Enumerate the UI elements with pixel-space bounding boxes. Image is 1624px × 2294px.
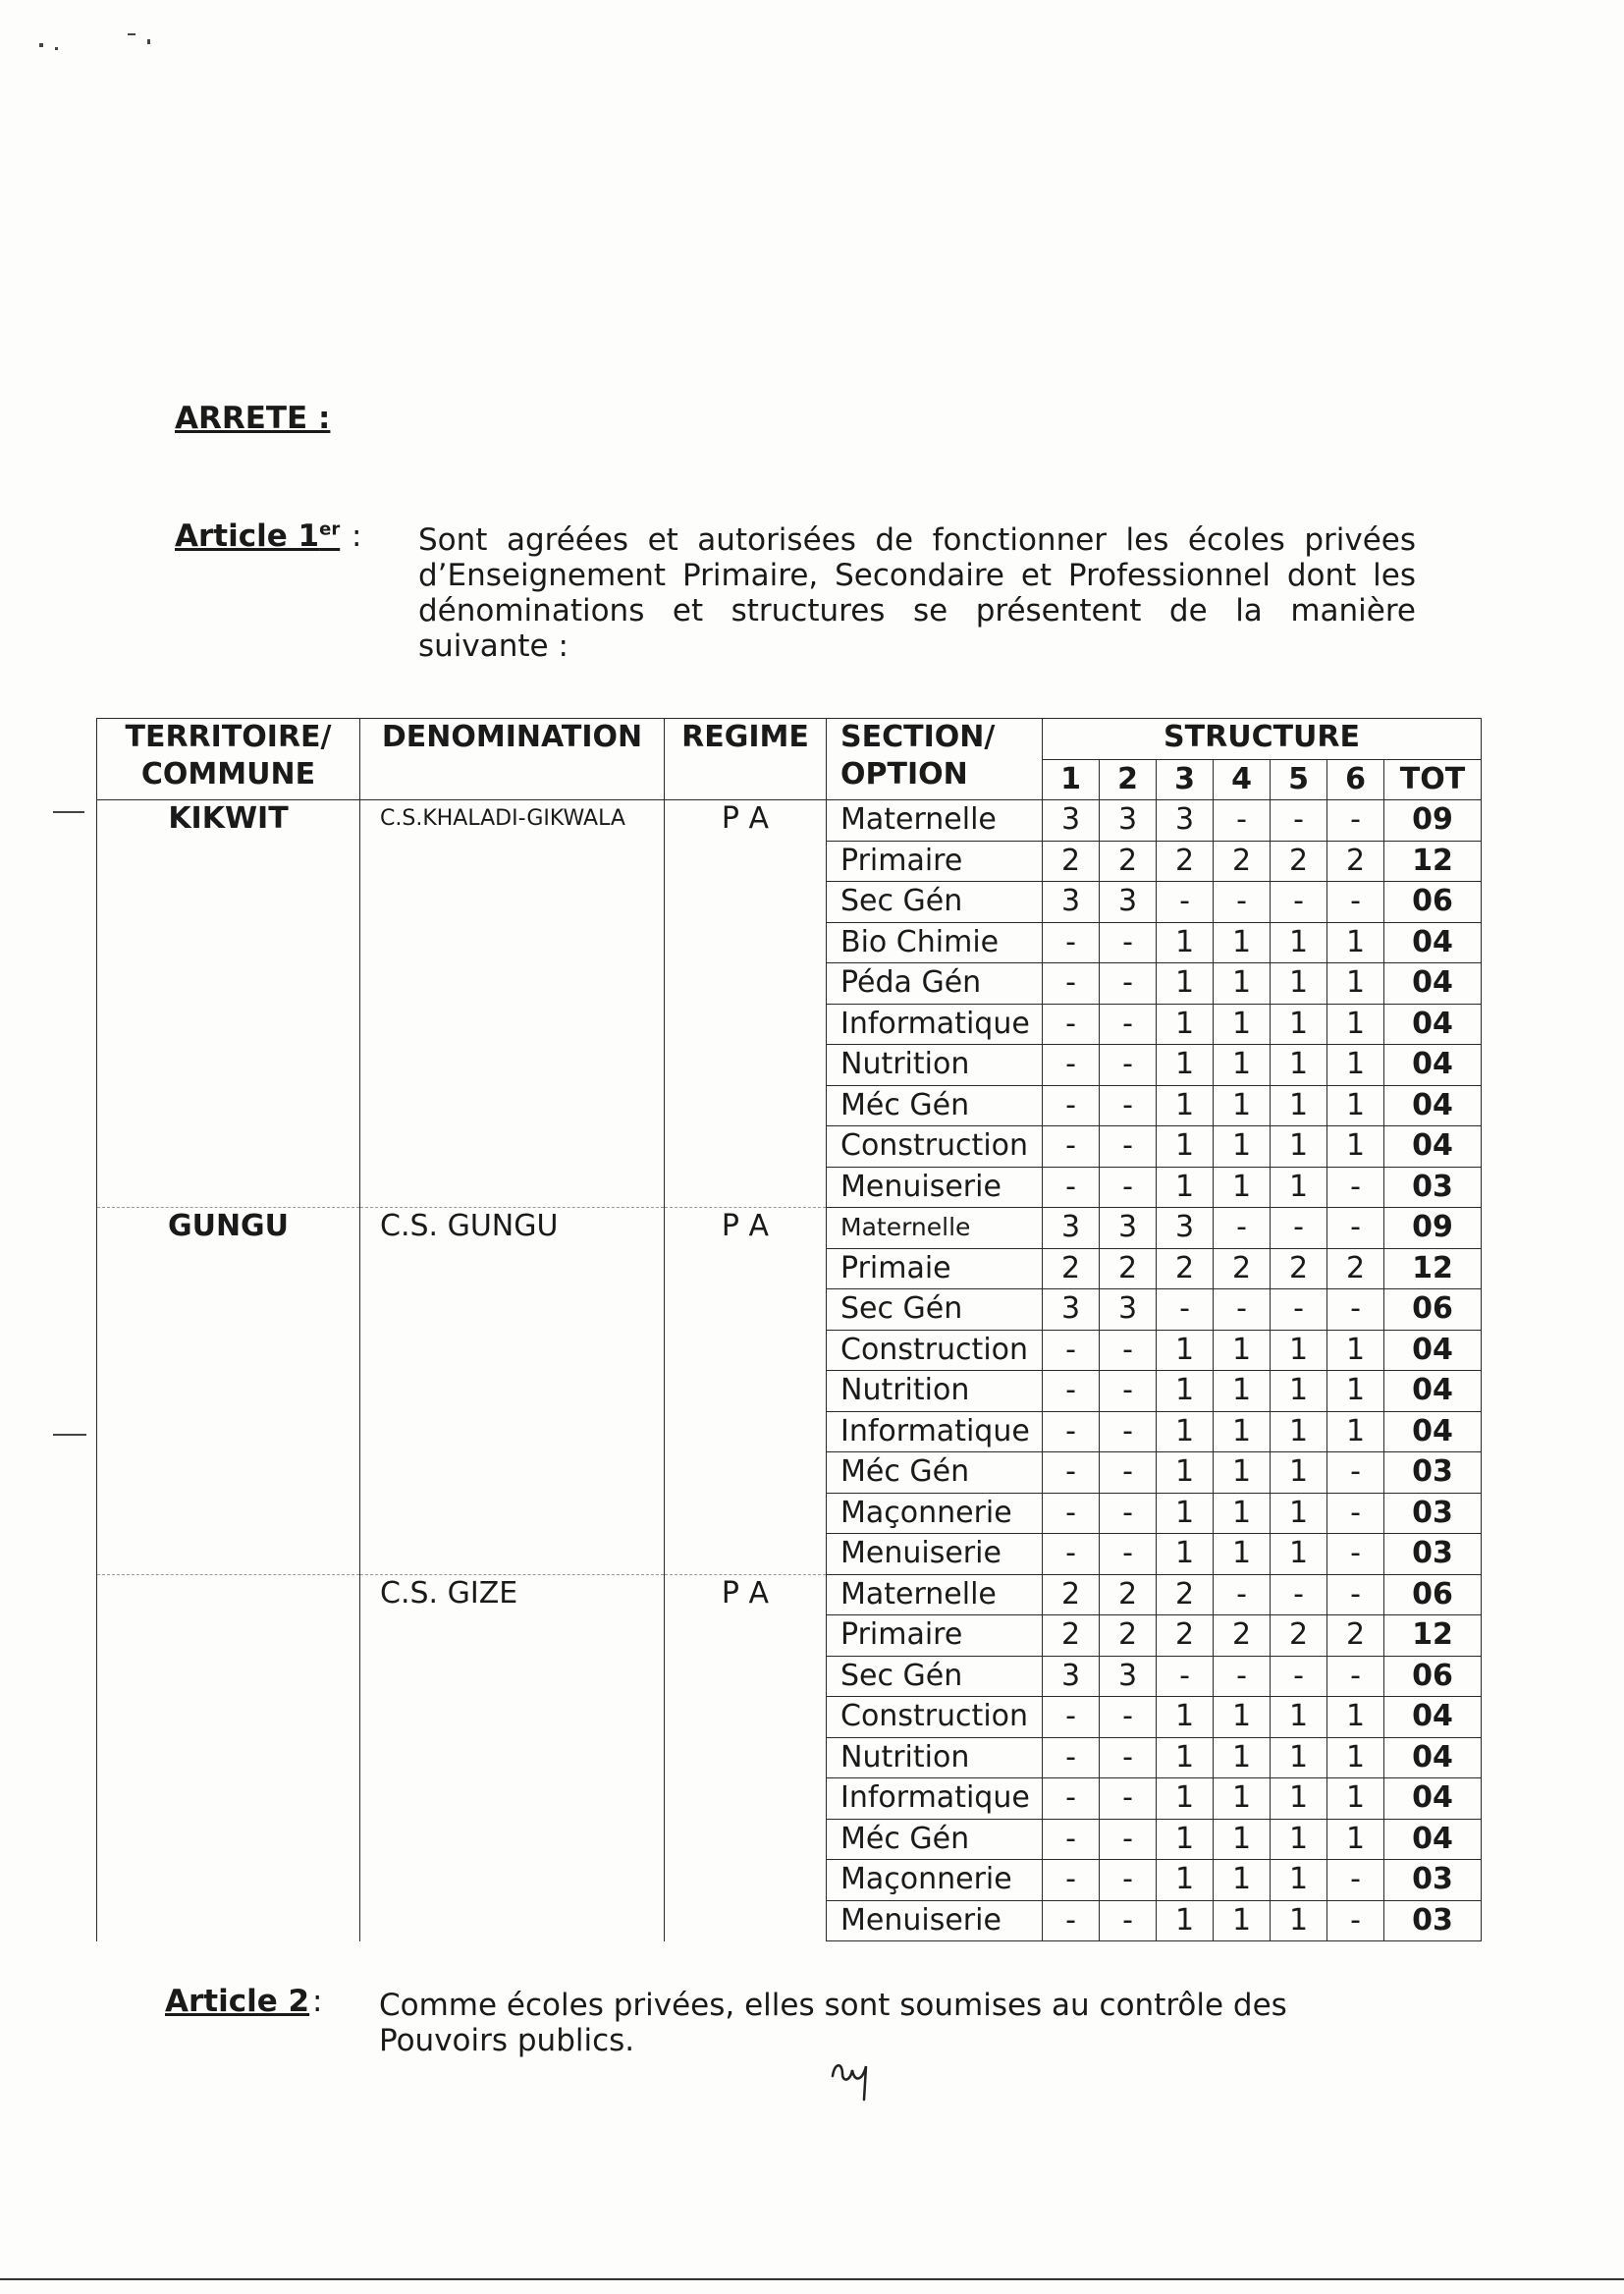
cell-year-5: 1 (1271, 963, 1327, 1005)
cell-year-1: 3 (1043, 800, 1100, 842)
header-col-2: 2 (1100, 759, 1157, 800)
cell-year-1: - (1043, 1330, 1100, 1371)
cell-year-4: - (1214, 1656, 1271, 1697)
article-1-label-sup: er (319, 519, 341, 540)
cell-year-6: 1 (1327, 1371, 1384, 1412)
header-denomination: DENOMINATION (360, 719, 665, 800)
cell-year-3: - (1157, 1656, 1214, 1697)
cell-year-3: 1 (1157, 1697, 1214, 1738)
cell-year-2: - (1100, 1411, 1157, 1452)
cell-option: Maçonnerie (827, 1493, 1043, 1534)
cell-year-6: - (1327, 1860, 1384, 1901)
cell-option: Menuiserie (827, 1534, 1043, 1575)
article-2-text: Comme écoles privées, elles sont soumises au contrôle des Pouvoirs publics. (379, 1988, 1287, 2058)
cell-territoire (97, 1574, 360, 1941)
cell-year-4: - (1214, 1289, 1271, 1331)
cell-total: 04 (1384, 1737, 1482, 1778)
table-row (97, 1574, 1482, 1615)
margin-mark (53, 1434, 86, 1436)
cell-year-5: 1 (1271, 1493, 1327, 1534)
cell-year-6: 1 (1327, 1126, 1384, 1168)
cell-year-5: 1 (1271, 922, 1327, 963)
cell-year-2: - (1100, 1778, 1157, 1820)
cell-year-2: 3 (1100, 1656, 1157, 1697)
cell-year-3: 1 (1157, 1493, 1214, 1534)
cell-year-3: 2 (1157, 1248, 1214, 1289)
cell-year-6: 1 (1327, 1819, 1384, 1860)
cell-year-3: 1 (1157, 1534, 1214, 1575)
cell-year-1: - (1043, 1860, 1100, 1901)
table-row (97, 800, 1482, 842)
cell-year-4: 1 (1214, 1045, 1271, 1086)
cell-year-5: 1 (1271, 1778, 1327, 1820)
cell-total: 04 (1384, 1330, 1482, 1371)
cell-option: Maternelle (827, 1208, 1043, 1249)
cell-year-2: - (1100, 1737, 1157, 1778)
cell-year-5: 1 (1271, 1411, 1327, 1452)
cell-year-6: 1 (1327, 963, 1384, 1005)
cell-year-2: - (1100, 1534, 1157, 1575)
header-col-4: 4 (1214, 759, 1271, 800)
cell-regime: P A (665, 1574, 827, 1941)
cell-year-4: 1 (1214, 1167, 1271, 1208)
cell-year-2: - (1100, 922, 1157, 963)
cell-year-1: - (1043, 1004, 1100, 1045)
cell-year-3: 1 (1157, 1045, 1214, 1086)
cell-year-1: - (1043, 1778, 1100, 1820)
cell-year-5: 1 (1271, 1860, 1327, 1901)
cell-option: Informatique (827, 1004, 1043, 1045)
cell-year-5: 1 (1271, 1534, 1327, 1575)
article-2-label: Article 2 (165, 1984, 310, 2019)
header-col-3: 3 (1157, 759, 1214, 800)
cell-year-4: 1 (1214, 1737, 1271, 1778)
cell-total: 03 (1384, 1860, 1482, 1901)
table-row (97, 1208, 1482, 1249)
cell-year-2: - (1100, 1004, 1157, 1045)
cell-total: 03 (1384, 1493, 1482, 1534)
cell-year-4: 1 (1214, 1411, 1271, 1452)
cell-year-5: 1 (1271, 1330, 1327, 1371)
cell-year-3: - (1157, 1289, 1214, 1331)
cell-total: 04 (1384, 1697, 1482, 1738)
scan-speck (39, 43, 43, 47)
cell-year-4: - (1214, 882, 1271, 923)
cell-option: Informatique (827, 1411, 1043, 1452)
cell-year-2: - (1100, 1371, 1157, 1412)
cell-year-1: 2 (1043, 1248, 1100, 1289)
cell-option: Méc Gén (827, 1452, 1043, 1494)
cell-year-3: 1 (1157, 1819, 1214, 1860)
cell-year-6: - (1327, 1574, 1384, 1615)
cell-option: Sec Gén (827, 882, 1043, 923)
handwritten-initials (825, 2048, 884, 2107)
cell-year-3: 1 (1157, 1126, 1214, 1168)
cell-year-5: 1 (1271, 1004, 1327, 1045)
cell-year-4: 1 (1214, 1534, 1271, 1575)
cell-year-3: 3 (1157, 800, 1214, 842)
cell-year-3: 1 (1157, 1860, 1214, 1901)
cell-year-2: - (1100, 1697, 1157, 1738)
cell-total: 03 (1384, 1534, 1482, 1575)
cell-regime: P A (665, 800, 827, 1208)
header-col-6: 6 (1327, 759, 1384, 800)
cell-year-2: - (1100, 1860, 1157, 1901)
cell-year-6: - (1327, 800, 1384, 842)
cell-total: 12 (1384, 1615, 1482, 1657)
cell-year-6: - (1327, 1900, 1384, 1941)
cell-total: 09 (1384, 800, 1482, 842)
cell-year-2: 2 (1100, 1248, 1157, 1289)
cell-year-6: 1 (1327, 1697, 1384, 1738)
cell-year-4: 1 (1214, 1493, 1271, 1534)
cell-option: Menuiserie (827, 1900, 1043, 1941)
cell-year-5: - (1271, 1574, 1327, 1615)
cell-year-2: 3 (1100, 800, 1157, 842)
cell-year-3: 2 (1157, 1615, 1214, 1657)
cell-year-1: - (1043, 963, 1100, 1005)
cell-year-2: - (1100, 1452, 1157, 1494)
cell-total: 04 (1384, 1778, 1482, 1820)
cell-year-6: - (1327, 882, 1384, 923)
cell-option: Informatique (827, 1778, 1043, 1820)
cell-year-5: 1 (1271, 1452, 1327, 1494)
scan-speck (147, 39, 150, 44)
cell-year-1: - (1043, 1411, 1100, 1452)
cell-year-1: - (1043, 1167, 1100, 1208)
cell-year-6: - (1327, 1289, 1384, 1331)
header-col-tot: TOT (1384, 759, 1482, 800)
cell-territoire: GUNGU (97, 1208, 360, 1575)
cell-year-3: 1 (1157, 1737, 1214, 1778)
cell-year-6: 2 (1327, 1248, 1384, 1289)
cell-year-6: 1 (1327, 1004, 1384, 1045)
cell-total: 06 (1384, 1289, 1482, 1331)
cell-total: 04 (1384, 1045, 1482, 1086)
cell-option: Primaire (827, 1615, 1043, 1657)
cell-year-6: - (1327, 1208, 1384, 1249)
cell-year-6: - (1327, 1534, 1384, 1575)
cell-total: 03 (1384, 1900, 1482, 1941)
article-2-colon: : (312, 1984, 323, 2019)
cell-year-4: 1 (1214, 1452, 1271, 1494)
cell-year-4: - (1214, 800, 1271, 842)
cell-year-4: 1 (1214, 1371, 1271, 1412)
cell-year-4: 1 (1214, 1085, 1271, 1126)
cell-year-4: 1 (1214, 1004, 1271, 1045)
cell-total: 03 (1384, 1452, 1482, 1494)
cell-year-4: 2 (1214, 841, 1271, 882)
cell-total: 09 (1384, 1208, 1482, 1249)
cell-total: 04 (1384, 1411, 1482, 1452)
cell-option: Sec Gén (827, 1656, 1043, 1697)
cell-year-6: 1 (1327, 1411, 1384, 1452)
cell-total: 06 (1384, 1574, 1482, 1615)
cell-year-1: 2 (1043, 841, 1100, 882)
cell-year-4: 1 (1214, 1860, 1271, 1901)
cell-year-1: - (1043, 1371, 1100, 1412)
cell-total: 04 (1384, 1126, 1482, 1168)
cell-total: 04 (1384, 1004, 1482, 1045)
cell-year-2: 2 (1100, 1574, 1157, 1615)
cell-total: 04 (1384, 922, 1482, 963)
cell-denomination: C.S.KHALADI-GIKWALA (360, 800, 665, 1208)
cell-option: Nutrition (827, 1737, 1043, 1778)
cell-year-5: - (1271, 1656, 1327, 1697)
cell-year-2: 2 (1100, 1615, 1157, 1657)
cell-year-1: - (1043, 1737, 1100, 1778)
cell-year-3: 2 (1157, 1574, 1214, 1615)
cell-year-3: 1 (1157, 922, 1214, 963)
article-1-label-main: Article 1 (175, 519, 320, 554)
article-1-label (175, 519, 340, 554)
cell-year-6: - (1327, 1452, 1384, 1494)
cell-year-2: 3 (1100, 882, 1157, 923)
cell-denomination: C.S. GUNGU (360, 1208, 665, 1575)
cell-year-2: - (1100, 1900, 1157, 1941)
cell-option: Sec Gén (827, 1289, 1043, 1331)
cell-year-5: 1 (1271, 1167, 1327, 1208)
cell-total: 04 (1384, 1371, 1482, 1412)
cell-year-6: - (1327, 1167, 1384, 1208)
cell-year-1: - (1043, 1085, 1100, 1126)
cell-year-1: - (1043, 1819, 1100, 1860)
cell-year-5: 2 (1271, 841, 1327, 882)
structure-table (96, 718, 1482, 1941)
cell-year-1: - (1043, 1697, 1100, 1738)
cell-year-6: 2 (1327, 841, 1384, 882)
cell-year-3: 1 (1157, 1330, 1214, 1371)
cell-year-3: 1 (1157, 1900, 1214, 1941)
cell-year-1: - (1043, 1045, 1100, 1086)
cell-year-2: - (1100, 1126, 1157, 1168)
cell-total: 04 (1384, 1819, 1482, 1860)
cell-year-1: 3 (1043, 1208, 1100, 1249)
cell-year-5: - (1271, 882, 1327, 923)
cell-year-6: 1 (1327, 922, 1384, 963)
cell-year-1: 2 (1043, 1615, 1100, 1657)
cell-year-1: 3 (1043, 882, 1100, 923)
cell-year-4: 1 (1214, 1330, 1271, 1371)
cell-option: Construction (827, 1697, 1043, 1738)
article-1-text: Sont agréées et autorisées de fonctionner les écoles privées d’Enseignement Primaire, Secondaire et Professionnel dont les dénominations et structures se présentent de la manière suivante : (418, 522, 1416, 664)
cell-year-3: 1 (1157, 1004, 1214, 1045)
cell-option: Nutrition (827, 1371, 1043, 1412)
cell-year-4: 1 (1214, 922, 1271, 963)
cell-year-4: - (1214, 1574, 1271, 1615)
cell-year-2: 3 (1100, 1208, 1157, 1249)
header-col-5: 5 (1271, 759, 1327, 800)
cell-year-4: 1 (1214, 1900, 1271, 1941)
cell-year-3: 1 (1157, 1167, 1214, 1208)
cell-total: 12 (1384, 841, 1482, 882)
cell-year-2: 3 (1100, 1289, 1157, 1331)
cell-year-4: 2 (1214, 1248, 1271, 1289)
scan-speck (128, 33, 135, 35)
heading-arrete: ARRETE : (175, 401, 331, 436)
cell-year-6: - (1327, 1493, 1384, 1534)
cell-year-4: 1 (1214, 1819, 1271, 1860)
cell-year-6: 1 (1327, 1330, 1384, 1371)
cell-year-5: - (1271, 800, 1327, 842)
cell-option: Maternelle (827, 1574, 1043, 1615)
cell-option: Péda Gén (827, 963, 1043, 1005)
cell-total: 06 (1384, 882, 1482, 923)
cell-year-5: 1 (1271, 1900, 1327, 1941)
cell-year-3: 3 (1157, 1208, 1214, 1249)
cell-year-3: 1 (1157, 1452, 1214, 1494)
cell-year-1: 2 (1043, 1574, 1100, 1615)
article-1-colon: : (352, 519, 362, 554)
cell-year-5: 2 (1271, 1248, 1327, 1289)
cell-total: 03 (1384, 1167, 1482, 1208)
cell-year-5: 2 (1271, 1615, 1327, 1657)
cell-year-1: - (1043, 922, 1100, 963)
cell-option: Primaie (827, 1248, 1043, 1289)
cell-year-1: - (1043, 1126, 1100, 1168)
cell-total: 12 (1384, 1248, 1482, 1289)
cell-year-1: 3 (1043, 1656, 1100, 1697)
header-regime: REGIME (665, 719, 827, 800)
cell-year-4: 1 (1214, 963, 1271, 1005)
cell-year-6: 1 (1327, 1778, 1384, 1820)
cell-option: Nutrition (827, 1045, 1043, 1086)
cell-year-2: - (1100, 963, 1157, 1005)
cell-year-5: 1 (1271, 1737, 1327, 1778)
cell-year-4: 2 (1214, 1615, 1271, 1657)
cell-year-1: - (1043, 1452, 1100, 1494)
cell-year-6: - (1327, 1656, 1384, 1697)
cell-year-6: 1 (1327, 1085, 1384, 1126)
cell-year-3: - (1157, 882, 1214, 923)
cell-denomination: C.S. GIZE (360, 1574, 665, 1941)
cell-option: Menuiserie (827, 1167, 1043, 1208)
cell-year-2: - (1100, 1085, 1157, 1126)
cell-year-4: 1 (1214, 1778, 1271, 1820)
cell-year-5: 1 (1271, 1085, 1327, 1126)
cell-year-1: - (1043, 1534, 1100, 1575)
cell-option: Primaire (827, 841, 1043, 882)
header-section-option: SECTION/ OPTION (827, 719, 1043, 800)
cell-total: 04 (1384, 1085, 1482, 1126)
cell-year-3: 1 (1157, 1411, 1214, 1452)
cell-option: Maternelle (827, 800, 1043, 842)
cell-year-5: 1 (1271, 1819, 1327, 1860)
table-body (97, 800, 1482, 1941)
cell-option: Maçonnerie (827, 1860, 1043, 1901)
cell-year-2: 2 (1100, 841, 1157, 882)
cell-total: 06 (1384, 1656, 1482, 1697)
cell-year-3: 1 (1157, 1085, 1214, 1126)
cell-year-4: 1 (1214, 1126, 1271, 1168)
cell-regime: P A (665, 1208, 827, 1575)
cell-year-5: - (1271, 1289, 1327, 1331)
cell-year-3: 1 (1157, 963, 1214, 1005)
cell-option: Méc Gén (827, 1085, 1043, 1126)
cell-year-5: 1 (1271, 1697, 1327, 1738)
scan-speck (55, 47, 58, 50)
cell-year-1: - (1043, 1493, 1100, 1534)
cell-year-2: - (1100, 1167, 1157, 1208)
cell-year-5: 1 (1271, 1126, 1327, 1168)
cell-year-5: 1 (1271, 1045, 1327, 1086)
cell-year-4: 1 (1214, 1697, 1271, 1738)
cell-year-1: - (1043, 1900, 1100, 1941)
cell-year-2: - (1100, 1493, 1157, 1534)
cell-year-5: - (1271, 1208, 1327, 1249)
cell-year-2: - (1100, 1330, 1157, 1371)
cell-year-6: 1 (1327, 1045, 1384, 1086)
header-structure: STRUCTURE (1043, 719, 1482, 760)
margin-mark (53, 811, 84, 813)
cell-year-5: 1 (1271, 1371, 1327, 1412)
cell-option: Construction (827, 1126, 1043, 1168)
header-territoire: TERRITOIRE/ COMMUNE (97, 719, 360, 800)
cell-option: Bio Chimie (827, 922, 1043, 963)
cell-territoire: KIKWIT (97, 800, 360, 1208)
cell-year-6: 1 (1327, 1737, 1384, 1778)
cell-total: 04 (1384, 963, 1482, 1005)
cell-year-2: - (1100, 1819, 1157, 1860)
cell-year-3: 1 (1157, 1778, 1214, 1820)
cell-option: Construction (827, 1330, 1043, 1371)
bottom-rule (0, 2278, 1624, 2280)
cell-year-2: - (1100, 1045, 1157, 1086)
cell-year-3: 2 (1157, 841, 1214, 882)
cell-year-1: 3 (1043, 1289, 1100, 1331)
cell-option: Méc Gén (827, 1819, 1043, 1860)
cell-year-6: 2 (1327, 1615, 1384, 1657)
cell-year-3: 1 (1157, 1371, 1214, 1412)
cell-year-4: - (1214, 1208, 1271, 1249)
header-col-1: 1 (1043, 759, 1100, 800)
